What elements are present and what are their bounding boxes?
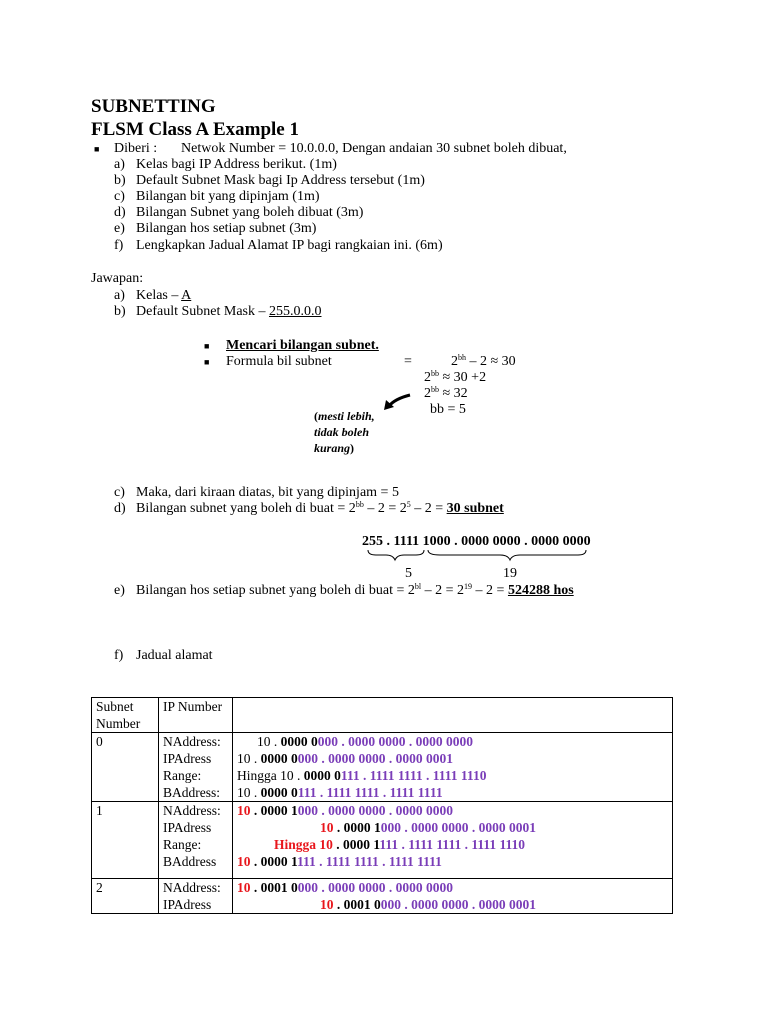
subnet-number [92,733,159,802]
answer-d-exp2: 5 [406,500,411,509]
answer-d [136,501,504,517]
addr-part: 111 . 1111 1111 . 1111 1111 [297,785,443,800]
addr-part: . 0001 0 [333,897,381,912]
value-naddress [237,879,668,896]
question-text: Bilangan Subnet yang boleh dibuat (3m) [136,205,364,220]
answer-label: a) [114,288,125,303]
f3-exp: bb [431,385,439,394]
addr-part: . 0001 0 [250,880,298,895]
addr-part: 10 [320,897,334,912]
note-open: ( [314,409,318,423]
value-ipaddress [237,896,668,913]
find-heading: Mencari bilangan subnet. [226,338,379,353]
answer-d-text: Bilangan subnet yang boleh di buat = 2 [136,501,356,516]
label-ipaddress: IPAdress [163,820,212,835]
answer-e-end: – 2 = [472,583,508,598]
addr-part: Hingga 10 [274,837,333,852]
note-line-3-text: kurang [314,441,351,455]
subnet-number-value: 2 [96,880,103,895]
formula-line-1 [451,354,516,370]
answer-e-text: Bilangan hos setiap subnet yang boleh di buat = 2 [136,583,415,598]
f1-rest: – 2 ≈ 30 [466,354,516,369]
formula-line-2 [424,370,486,386]
addr-part: 000 . 0000 0000 . 0000 0001 [380,897,536,912]
value-ipaddress [237,819,668,836]
header-ip-number: IP Number [159,698,233,733]
value-ipaddress [237,750,668,767]
formula-equals: = [404,354,412,369]
header-empty [233,698,673,733]
answer-label: d) [114,501,126,516]
formula-line-3 [424,386,468,402]
formula-label: Formula bil subnet [226,354,332,369]
answer-b-text: Default Subnet Mask – [136,304,266,319]
value-baddress [237,784,668,801]
addr-part: 000 . 0000 0000 . 0000 0000 [297,880,453,895]
page-subtitle: FLSM Class A Example 1 [91,119,299,140]
addr-part: 10 . [237,751,261,766]
addr-part: . 0000 1 [250,803,298,818]
table-row [92,733,673,802]
addr-part: Hingga 10 . [237,768,304,783]
addr-part: 10 . [257,734,281,749]
answer-a-text: Kelas – [136,288,179,303]
page-title: SUBNETTING [91,96,216,117]
answer-d-result: 30 subnet [446,501,504,516]
question-label: b) [114,173,126,188]
addr-part: 000 . 0000 0000 . 0000 0001 [297,751,453,766]
question-label: a) [114,157,125,172]
given-text: Netwok Number = 10.0.0.0, Dengan andaian 30 subnet boleh dibuat, [181,141,567,156]
note [314,408,375,424]
question-label: d) [114,205,126,220]
label-naddress: NAddress: [163,734,221,749]
table-row [92,879,673,914]
f3-base: 2 [424,386,431,401]
addr-part: . 0000 1 [333,820,381,835]
label-range: Range: [163,837,202,852]
addr-part: 10 . [237,785,261,800]
label-naddress: NAddress: [163,880,221,895]
addr-part: 000 . 0000 0000 . 0000 0000 [317,734,473,749]
answer-label: e) [114,583,125,598]
addr-part: 10 [237,803,251,818]
f2-rest: ≈ 30 +2 [439,370,487,385]
formula-line-4: bb = 5 [430,402,466,417]
question-label: c) [114,189,125,204]
answer-e-exp2: 19 [464,582,473,591]
address-labels [159,879,233,914]
answer-label: b) [114,304,126,319]
bullet-icon: ■ [204,357,210,367]
answer-a-value: A [181,288,192,303]
question-text: Kelas bagi IP Address berikut. (1m) [136,157,337,172]
note-line-1: mesti lebih, [318,409,375,423]
label-baddress: BAddress [163,854,217,869]
label-ipaddress: IPAdress [163,751,212,766]
question-label: e) [114,221,125,236]
subnet-number-value: 1 [96,803,103,818]
bullet-icon: ■ [204,341,210,351]
subnet-number-value: 0 [96,734,103,749]
answer-b-value: 255.0.0.0 [268,304,322,319]
subnet-number [92,802,159,879]
addr-part: 111 . 1111 1111 . 1111 1111 [297,854,442,869]
f1-exp: bh [458,353,466,362]
addr-part: 10 [320,820,334,835]
addr-part: 0000 0 [280,734,318,749]
header-subnet-label: Subnet Number [96,699,141,731]
question-text: Default Subnet Mask bagi Ip Address tersebut (1m) [136,173,425,188]
answer-e-exp1: bl [414,582,422,591]
f3-rest: ≈ 32 [439,386,468,401]
addr-part: 111 . 1111 1111 . 1111 1110 [340,768,487,783]
addr-part: 10 [237,880,251,895]
question-text: Lengkapkan Jadual Alamat IP bagi rangkaian ini. (6m) [136,238,443,253]
answer-e [136,583,574,599]
addr-part: 0000 0 [303,768,341,783]
address-values [233,879,673,914]
label-baddress: BAddress: [163,785,220,800]
header-subnet-number [92,698,159,733]
answer-f-text: Jadual alamat [136,648,213,663]
answer-e-result: 524288 hos [507,583,574,598]
addr-part: 000 . 0000 0000 . 0000 0001 [380,820,536,835]
answer-e-mid: – 2 = 2 [421,583,465,598]
addr-part: . 0000 1 [332,837,380,852]
address-labels [159,802,233,879]
answer-label: f) [114,648,124,663]
question-text: Bilangan hos setiap subnet (3m) [136,221,317,236]
answer-c-text: Maka, dari kiraan diatas, bit yang dipinjam = 5 [136,485,399,500]
answer-d-mid: – 2 = 2 [363,501,407,516]
address-labels [159,733,233,802]
arrow-icon [382,392,414,414]
answer-d-end: – 2 = [410,501,447,516]
f2-exp: bb [431,369,439,378]
answer-d-exp1: bb [355,500,364,509]
f1-base: 2 [451,354,458,369]
mask-binary: 255 . 1111 1000 . 0000 0000 . 0000 0000 [362,534,591,549]
note-close: ) [350,441,355,455]
answer-b [136,304,321,320]
note-line-3 [314,440,354,456]
addr-part: 000 . 0000 0000 . 0000 0000 [297,803,453,818]
question-label: f) [114,238,124,253]
question-text: Bilangan bit yang dipinjam (1m) [136,189,320,204]
value-naddress [237,802,668,819]
brace-right-count: 19 [503,566,517,581]
address-values [233,733,673,802]
f2-base: 2 [424,370,431,385]
note-line-2: tidak boleh [314,425,370,439]
answer-heading: Jawapan: [91,271,144,286]
addr-part: . 0000 1 [250,854,298,869]
addr-part: 0000 0 [260,751,298,766]
addr-part: 0000 0 [260,785,298,800]
table-header-row [92,698,673,733]
address-values [233,802,673,879]
bullet-icon: ■ [94,144,100,154]
label-naddress: NAddress: [163,803,221,818]
answer-a [136,288,191,304]
subnet-number [92,879,159,914]
addr-part: 111 . 1111 1111 . 1111 1110 [379,837,525,852]
value-baddress [237,853,668,870]
answer-label: c) [114,485,125,500]
brace-left-count: 5 [405,566,412,581]
value-naddress [237,733,668,750]
brace-icon [360,548,592,564]
address-table [91,697,673,914]
value-range [237,767,668,784]
value-range [237,836,668,853]
table-row [92,802,673,879]
given-label: Diberi : [114,141,158,156]
addr-part: 10 [237,854,251,869]
label-range: Range: [163,768,202,783]
label-ipaddress: IPAdress [163,897,212,912]
